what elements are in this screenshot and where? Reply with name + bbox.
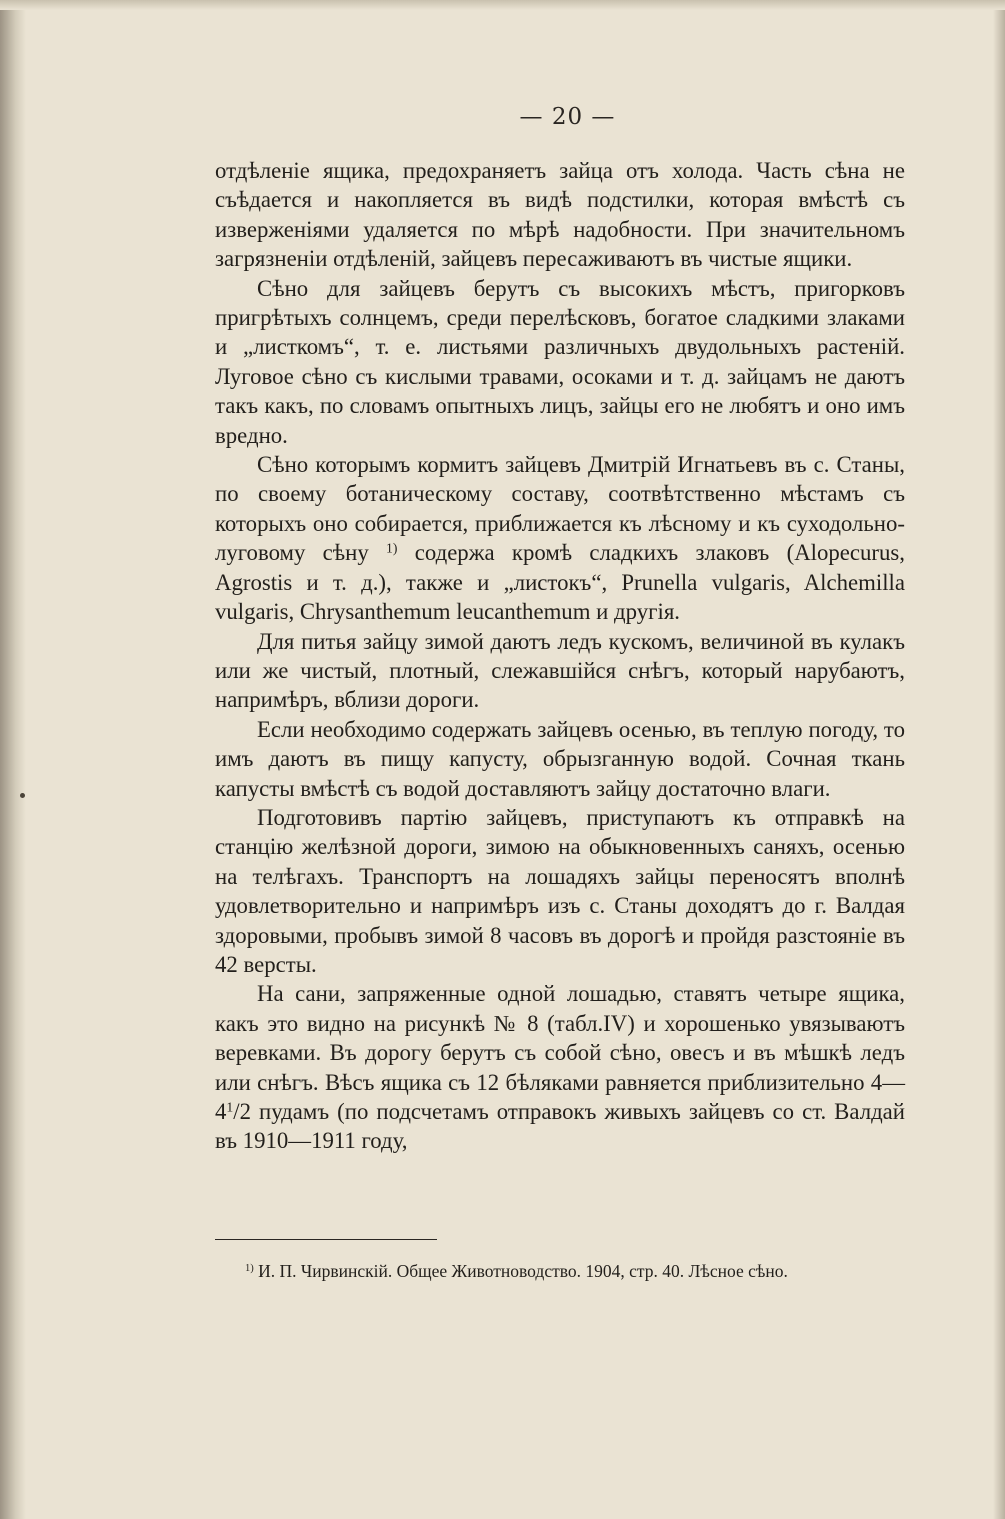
footnote-reference[interactable]: 1): [386, 540, 398, 556]
page-left-shadow: [0, 0, 26, 1519]
paragraph-7-tail: пудамъ (по подсчетамъ отправокъ живыхъ зайцевъ со ст. Валдай въ 1910—1911 году,: [215, 1099, 905, 1154]
paragraph-4: Для питья зайцу зимой даютъ ледъ кускомъ, величиной въ кулакъ или же чистый, плотный, слежавшійся снѣгъ, который нарубаютъ, напримѣръ, вблизи дороги.: [215, 628, 905, 713]
paragraph-3-tail: содержа кромѣ сладкихъ злаковъ (Alopecurus, Agrostis и т. д.), также и „листокъ“, Prunella vulgaris, Alchemilla vulgaris, Chrysanthemum leucanthemum и другія.: [215, 540, 905, 625]
page-top-shadow: [0, 0, 1005, 10]
page-number: — 20 —: [519, 104, 616, 130]
weight-range: $4—4^1/2$: [215, 1069, 905, 1124]
footnote-marker: 1): [245, 1263, 254, 1275]
paragraph-6: Подготовивъ партію зайцевъ, приступаютъ къ отправкѣ на станцію желѣзной дороги, зимою на обыкновенныхъ саняхъ, осенью на телѣгахъ. Транспортъ на лошадяхъ зайцы переносятъ вполнѣ удовлетворительно и напримѣръ изъ с. Станы доходятъ до г. Валдая здоровыми, пробывъ зимой 8 часовъ въ дорогѣ и пройдя разстояніе въ 42 версты.: [215, 804, 905, 977]
main-text: [215, 156, 905, 1156]
ink-speck: [20, 793, 25, 798]
paragraph-7-head: На сани, запряженные одной лошадью, ставятъ четыре ящика, какъ это видно на рисункѣ № 8 (табл.IV) и хорошенько увязываютъ веревками. Въ дорогу берутъ съ собой сѣно, овесъ и въ мѣшкѣ ледъ или снѣгъ. Вѣсъ ящика съ 12 бѣляками равняется приблизительно: [215, 981, 905, 1095]
paragraph-3-head: Сѣно которымъ кормитъ зайцевъ Дмитрій Игнатьевъ въ с. Станы, по своему ботаническому составу, соотвѣтственно мѣстамъ съ которыхъ оно собирается, приближается къ лѣсному и къ суходольно-луговому сѣну: [215, 452, 905, 566]
paragraph-2: Сѣно для зайцевъ берутъ съ высокихъ мѣстъ, пригорковъ пригрѣтыхъ солнцемъ, среди перелѣсковъ, богатое сладкими злаками и „листкомъ“, т. е. листьями различныхъ двудольныхъ растеній. Луговое сѣно съ кислыми травами, осоками и т. д. зайцамъ не даютъ такъ какъ, по словамъ опытныхъ лицъ, зайцы его не любятъ и оно имъ вредно.: [215, 275, 905, 448]
page-right-shadow: [993, 0, 1005, 1519]
footnote: [215, 1259, 905, 1283]
footnote-text: И. П. Чирвинскій. Общее Животноводство. 1904, стр. 40. Лѣсное сѣно.: [258, 1261, 788, 1281]
footnote-divider: [215, 1239, 437, 1240]
paragraph-3: [215, 450, 905, 626]
paragraph-7: [215, 979, 905, 1155]
paragraph-5: Если необходимо содержать зайцевъ осенью, въ теплую погоду, то имъ даютъ въ пищу капусту, обрызганную водой. Сочная ткань капусты вмѣстѣ съ водой доставляютъ зайцу достаточно влаги.: [215, 716, 905, 801]
paragraph-1: отдѣленіе ящика, предохраняетъ зайца отъ холода. Часть сѣна не съѣдается и накопляется въ видѣ подстилки, которая вмѣстѣ съ изверженіями удаляется по мѣрѣ надобности. При значительномъ загрязненіи отдѣленій, зайцевъ пересаживаютъ въ чистые ящики.: [215, 158, 905, 272]
